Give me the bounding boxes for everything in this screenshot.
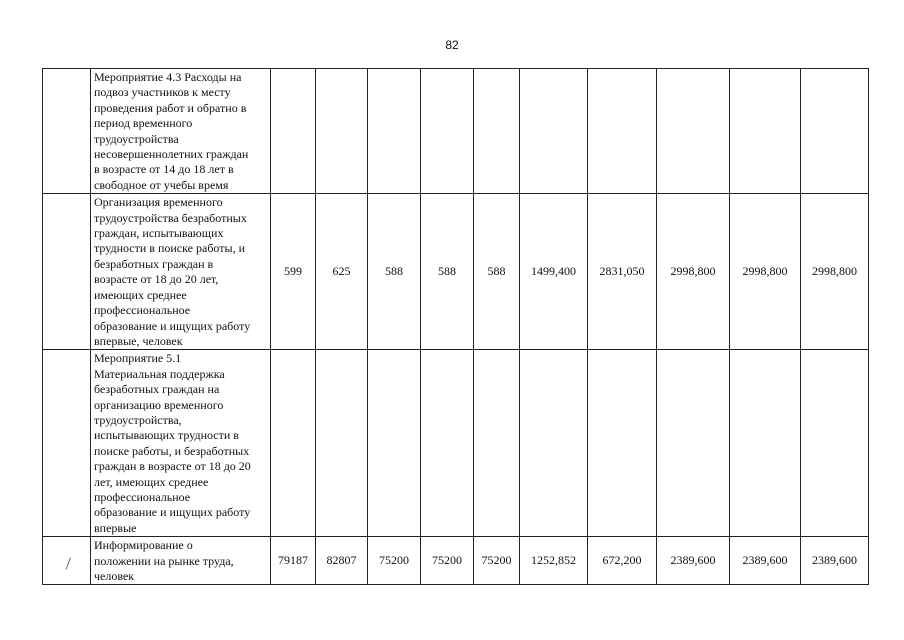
row-number-cell xyxy=(43,69,91,194)
measure-name-cell xyxy=(91,350,271,537)
measure-name-cell xyxy=(91,194,271,350)
table-row xyxy=(43,69,869,194)
value-cell: 2389,600 xyxy=(801,537,869,585)
value-cell xyxy=(657,69,730,194)
pen-mark-icon: ⟋ xyxy=(61,554,76,573)
measure-name: Мероприятие 4.3 Расходы на подвоз участников к месту проведения работ и обратно в период временного трудоустройства несовершеннолетних граждан в возрасте от 14 до 18 лет в свободное от учебы время xyxy=(94,70,249,192)
value-cell: 588 xyxy=(421,194,474,350)
value-cell: 82807 xyxy=(316,537,368,585)
value-cell xyxy=(316,69,368,194)
value-cell xyxy=(588,350,657,537)
measure-name: Организация временного трудоустройства безработных граждан, испытывающих трудности в поиске работы, и безработных граждан в возрасте от 18 до 20 лет, имеющих среднее профессиональное образование и ищущих работу впервые, человек xyxy=(94,195,251,348)
value-cell xyxy=(368,350,421,537)
value-cell xyxy=(271,69,316,194)
indicators-table xyxy=(42,68,869,585)
value-cell: 588 xyxy=(368,194,421,350)
value-cell xyxy=(520,350,588,537)
value-cell: 2389,600 xyxy=(730,537,801,585)
value-cell: 2998,800 xyxy=(657,194,730,350)
value-cell: 75200 xyxy=(368,537,421,585)
value-cell xyxy=(520,69,588,194)
value-cell: 75200 xyxy=(421,537,474,585)
measure-name: Мероприятие 5.1 Материальная поддержка безработных граждан на организацию временного трудоустройства, испытывающих трудности в поиске работы, и безработных граждан в возрасте от 18 до 20 лет, имеющих среднее профессиональное образование и ищущих работу впервые xyxy=(94,351,251,535)
value-cell: 672,200 xyxy=(588,537,657,585)
value-cell xyxy=(474,69,520,194)
value-cell: 2389,600 xyxy=(657,537,730,585)
value-cell xyxy=(316,350,368,537)
value-cell xyxy=(730,69,801,194)
value-cell: 599 xyxy=(271,194,316,350)
value-cell xyxy=(801,350,869,537)
table-row xyxy=(43,537,869,585)
value-cell xyxy=(271,350,316,537)
value-cell xyxy=(588,69,657,194)
value-cell: 625 xyxy=(316,194,368,350)
value-cell xyxy=(474,350,520,537)
row-number-cell xyxy=(43,194,91,350)
value-cell: 2998,800 xyxy=(730,194,801,350)
value-cell: 1252,852 xyxy=(520,537,588,585)
value-cell xyxy=(421,350,474,537)
value-cell: 1499,400 xyxy=(520,194,588,350)
measure-name-cell xyxy=(91,69,271,194)
value-cell xyxy=(801,69,869,194)
measure-name: Информирование о положении на рынке труда, человек xyxy=(94,538,234,583)
value-cell: 79187 xyxy=(271,537,316,585)
value-cell xyxy=(368,69,421,194)
value-cell: 588 xyxy=(474,194,520,350)
value-cell xyxy=(657,350,730,537)
row-number-cell xyxy=(43,350,91,537)
page-number: 82 xyxy=(445,38,459,52)
value-cell: 75200 xyxy=(474,537,520,585)
measure-name-cell xyxy=(91,537,271,585)
value-cell: 2998,800 xyxy=(801,194,869,350)
table-row xyxy=(43,350,869,537)
value-cell xyxy=(421,69,474,194)
table-row xyxy=(43,194,869,350)
value-cell xyxy=(730,350,801,537)
value-cell: 2831,050 xyxy=(588,194,657,350)
